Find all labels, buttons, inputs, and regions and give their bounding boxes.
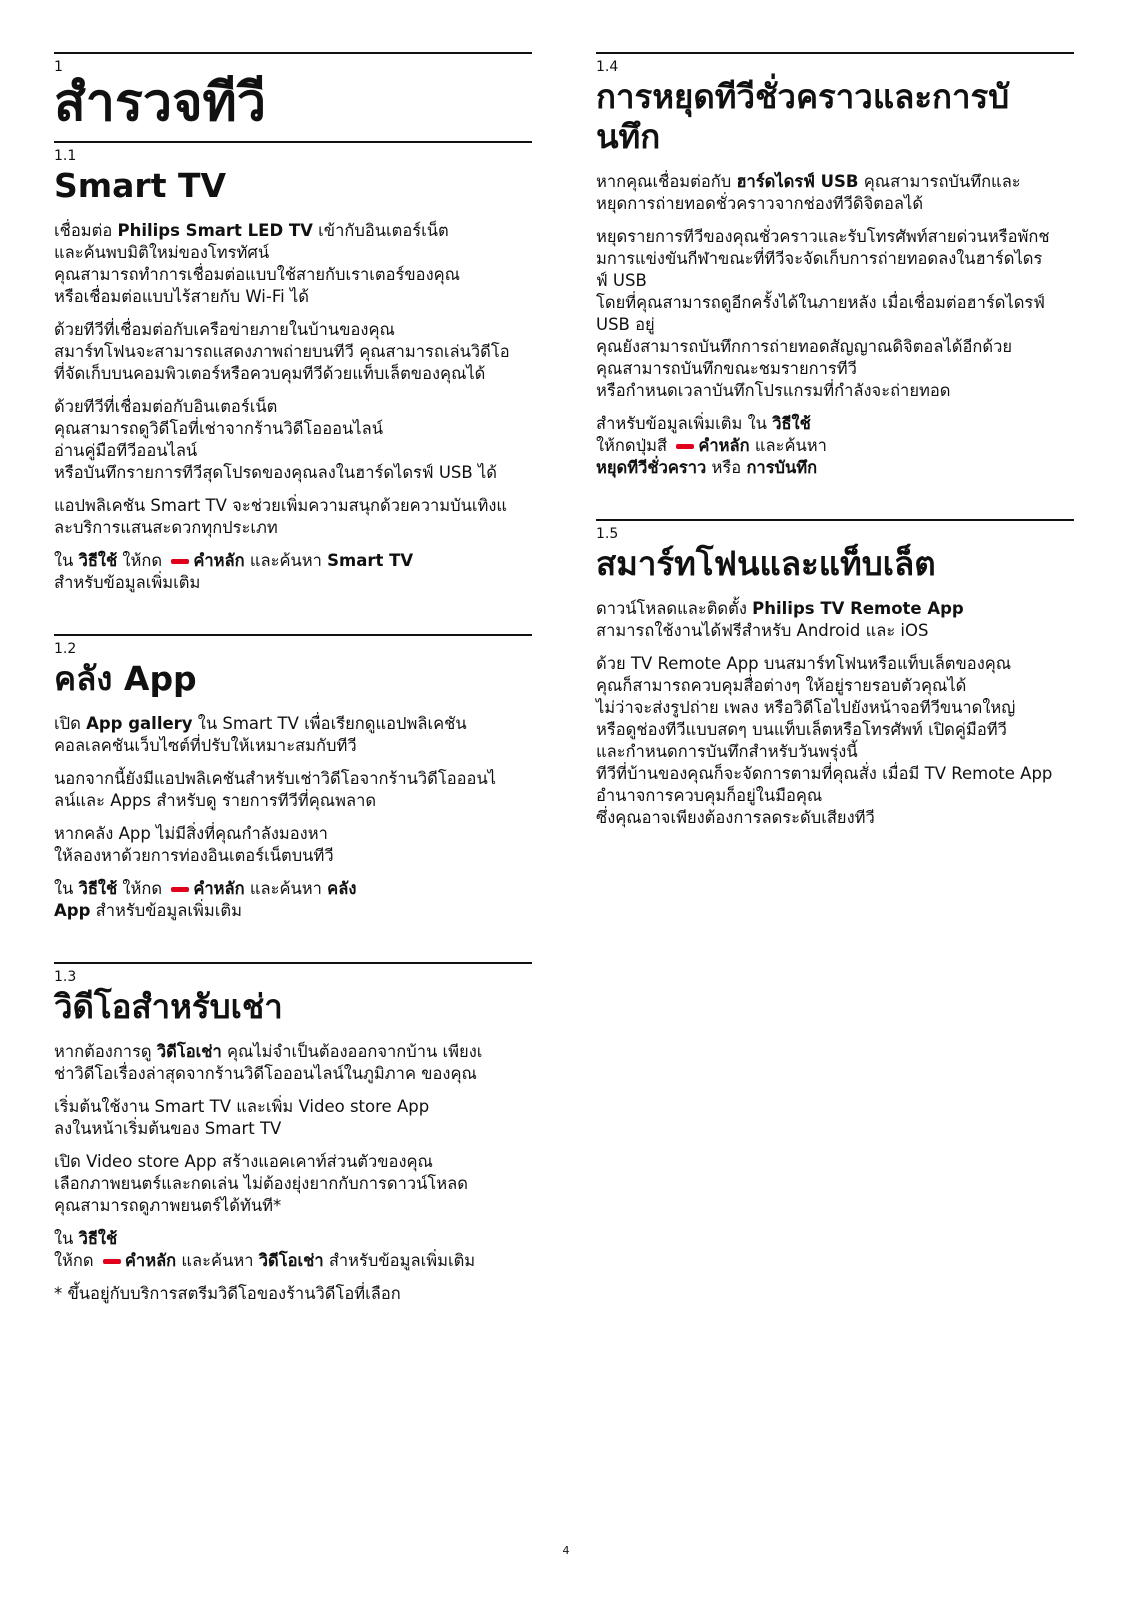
help-link[interactable]: วิธีใช้ bbox=[78, 879, 118, 898]
section-1-3 bbox=[54, 962, 532, 1305]
help-instruction: สำหรับข้อมูลเพิ่มเติม ใน วิธีใช้ ให้กดปุ่มสี คำหลัก และค้นหา หยุดทีวีชั่วคราว หรือ การบันทึก bbox=[596, 414, 827, 477]
paragraph: หากคลัง App ไม่มีสิ่งที่คุณกำลังมองหา ให้ลองหาด้วยการท่องอินเตอร์เน็ตบนทีวี bbox=[54, 824, 334, 865]
chapter-title: สำรวจทีวี bbox=[54, 73, 267, 133]
section-1-5 bbox=[596, 519, 1074, 829]
paragraph: ดาวน์โหลดและติดตั้ง Philips TV Remote App สามารถใช้งานได้ฟรีสำหรับ Android และ iOS bbox=[596, 599, 964, 640]
section-number: 1.5 bbox=[596, 526, 619, 542]
section-title: สมาร์ทโฟนและแท็บเล็ต bbox=[596, 544, 936, 583]
red-key-icon bbox=[676, 444, 694, 449]
section-number: 1.3 bbox=[54, 969, 77, 985]
paragraph: เชื่อมต่อ Philips Smart LED TV เข้ากับอินเตอร์เน็ต และค้นพบมิติใหม่ของโทรทัศน์ คุณสามารถทำการเชื่อมต่อแบบใช้สายกับเราเตอร์ของคุณ หรือเชื่อมต่อแบบไร้สายกับ Wi-Fi ได้ bbox=[54, 221, 460, 306]
section-1-1 bbox=[54, 141, 532, 594]
section-number: 1.1 bbox=[54, 148, 77, 164]
paragraph: ด้วยทีวีที่เชื่อมต่อกับเครือข่ายภายในบ้านของคุณ สมาร์ทโฟนจะสามารถแสดงภาพถ่ายบนทีวี คุณสามารถเล่นวิดีโอ ที่จัดเก็บบนคอมพิวเตอร์หรือควบคุมทีวีด้วยแท็บเล็ตของคุณได้ bbox=[54, 320, 510, 383]
paragraph: เปิด App gallery ใน Smart TV เพื่อเรียกดูแอปพลิเคชัน คอลเลคชันเว็บไซต์ที่ปรับให้เหมาะสมกับทีวี bbox=[54, 714, 467, 755]
section-title: Smart TV bbox=[54, 166, 227, 205]
paragraph: หากคุณเชื่อมต่อกับ ฮาร์ดไดรฟ์ USB คุณสามารถบันทึกและ หยุดการถ่ายทอดชั่วคราวจากช่องทีวีดิจิตอลได้ bbox=[596, 172, 1021, 213]
paragraph: เปิด Video store App สร้างแอคเคาท์ส่วนตัวของคุณ เลือกภาพยนตร์และกดเล่น ไม่ต้องยุ่งยากกับการดาวน์โหลด คุณสามารถดูภาพยนตร์ได้ทันที* bbox=[54, 1152, 468, 1215]
paragraph: หยุดรายการทีวีของคุณชั่วคราวและรับโทรศัพท์สายด่วนหรือพักช มการแข่งขันกีฬาขณะที่ทีวีจะจัดเก็บการถ่ายทอดลงในฮาร์ดไดร ฟ์ USB โดยที่คุณสามารถดูอีกครั้งได้ในภายหลัง เมื่อเชื่อมต่อฮาร์ดไดรฟ์ USB อยู่ คุณยังสามารถบันทึกการถ่ายทอดสัญญาณดิจิตอลได้อีกด้วย คุณสามารถบันทึกขณะชมรายการทีวี หรือกำหนดเวลาบันทึกโปรแกรมที่กำลังจะถ่ายทอด bbox=[596, 227, 1050, 400]
help-link[interactable]: วิธีใช้ bbox=[772, 414, 811, 433]
red-key-icon bbox=[103, 1259, 121, 1264]
paragraph: หากต้องการดู วิดีโอเช่า คุณไม่จำเป็นต้องออกจากบ้าน เพียงเ ช่าวิดีโอเรื่องล่าสุดจากร้านวิดีโอออนไลน์ในภูมิภาค ของคุณ bbox=[54, 1042, 483, 1083]
chapter-number: 1 bbox=[54, 59, 63, 75]
paragraph: แอปพลิเคชัน Smart TV จะช่วยเพิ่มความสนุกด้วยความบันเทิงแ ละบริการแสนสะดวกทุกประเภท bbox=[54, 496, 508, 537]
red-key-icon bbox=[171, 887, 189, 892]
section-title: การหยุดทีวีชั่วคราวและการบั นทึก bbox=[596, 77, 1010, 156]
section-1-4 bbox=[596, 52, 1074, 479]
section-title: คลัง App bbox=[54, 659, 197, 698]
section-number: 1.2 bbox=[54, 641, 77, 657]
section-title: วิดีโอสำหรับเช่า bbox=[54, 987, 283, 1026]
chapter-1 bbox=[54, 52, 532, 594]
right-column bbox=[596, 52, 1074, 840]
paragraph: นอกจากนี้ยังมีแอปพลิเคชันสำหรับเช่าวิดีโอจากร้านวิดีโอออนไ ลน์และ Apps สำหรับดู รายการทีวีที่คุณพลาด bbox=[54, 769, 497, 810]
footnote: * ขึ้นอยู่กับบริการสตรีมวิดีโอของร้านวิดีโอที่เลือก bbox=[54, 1284, 401, 1303]
help-link[interactable]: วิธีใช้ bbox=[78, 1229, 118, 1248]
page-number: 4 bbox=[562, 1544, 570, 1557]
section-1-2 bbox=[54, 634, 532, 922]
help-link[interactable]: วิธีใช้ bbox=[78, 551, 118, 570]
paragraph: ด้วยทีวีที่เชื่อมต่อกับอินเตอร์เน็ต คุณสามารถดูวิดีโอที่เช่าจากร้านวิดีโอออนไลน์ อ่านคู่มือทีวีออนไลน์ หรือบันทึกรายการทีวีสุดโปรดของคุณลงในฮาร์ดไดรฟ์ USB ได้ bbox=[54, 397, 497, 482]
help-instruction: ใน วิธีใช้ ให้กด คำหลัก และค้นหา คลัง App สำหรับข้อมูลเพิ่มเติม bbox=[54, 879, 357, 920]
paragraph: เริ่มต้นใช้งาน Smart TV และเพิ่ม Video store App ลงในหน้าเริ่มต้นของ Smart TV bbox=[54, 1097, 430, 1138]
paragraph: ด้วย TV Remote App บนสมาร์ทโฟนหรือแท็บเล็ตของคุณ คุณก็สามารถควบคุมสื่อต่างๆ ให้อยู่รายรอบตัวคุณได้ ไม่ว่าจะส่งรูปถ่าย เพลง หรือวิดีโอไปยังหน้าจอทีวีขนาดใหญ่ หรือดูช่องทีวีแบบสดๆ บนแท็บเล็ตหรือโทรศัพท์ เปิดคู่มือทีวี และกำหนดการบันทึกสำหรับวันพรุ่งนี้ ทีวีที่บ้านของคุณก็จะจัดการตามที่คุณสั่ง เมื่อมี TV Remote App อำนาจการควบคุมก็อยู่ในมือคุณ ซึ่งคุณอาจเพียงต้องการลดระดับเสียงทีวี bbox=[596, 654, 1053, 827]
left-column bbox=[54, 52, 532, 1316]
section-number: 1.4 bbox=[596, 59, 619, 75]
help-instruction: ใน วิธีใช้ ให้กด คำหลัก และค้นหา Smart TV สำหรับข้อมูลเพิ่มเติม bbox=[54, 551, 414, 592]
red-key-icon bbox=[171, 559, 189, 564]
help-instruction: ใน วิธีใช้ ให้กด คำหลัก และค้นหา วิดีโอเช่า สำหรับข้อมูลเพิ่มเติม bbox=[54, 1229, 476, 1270]
